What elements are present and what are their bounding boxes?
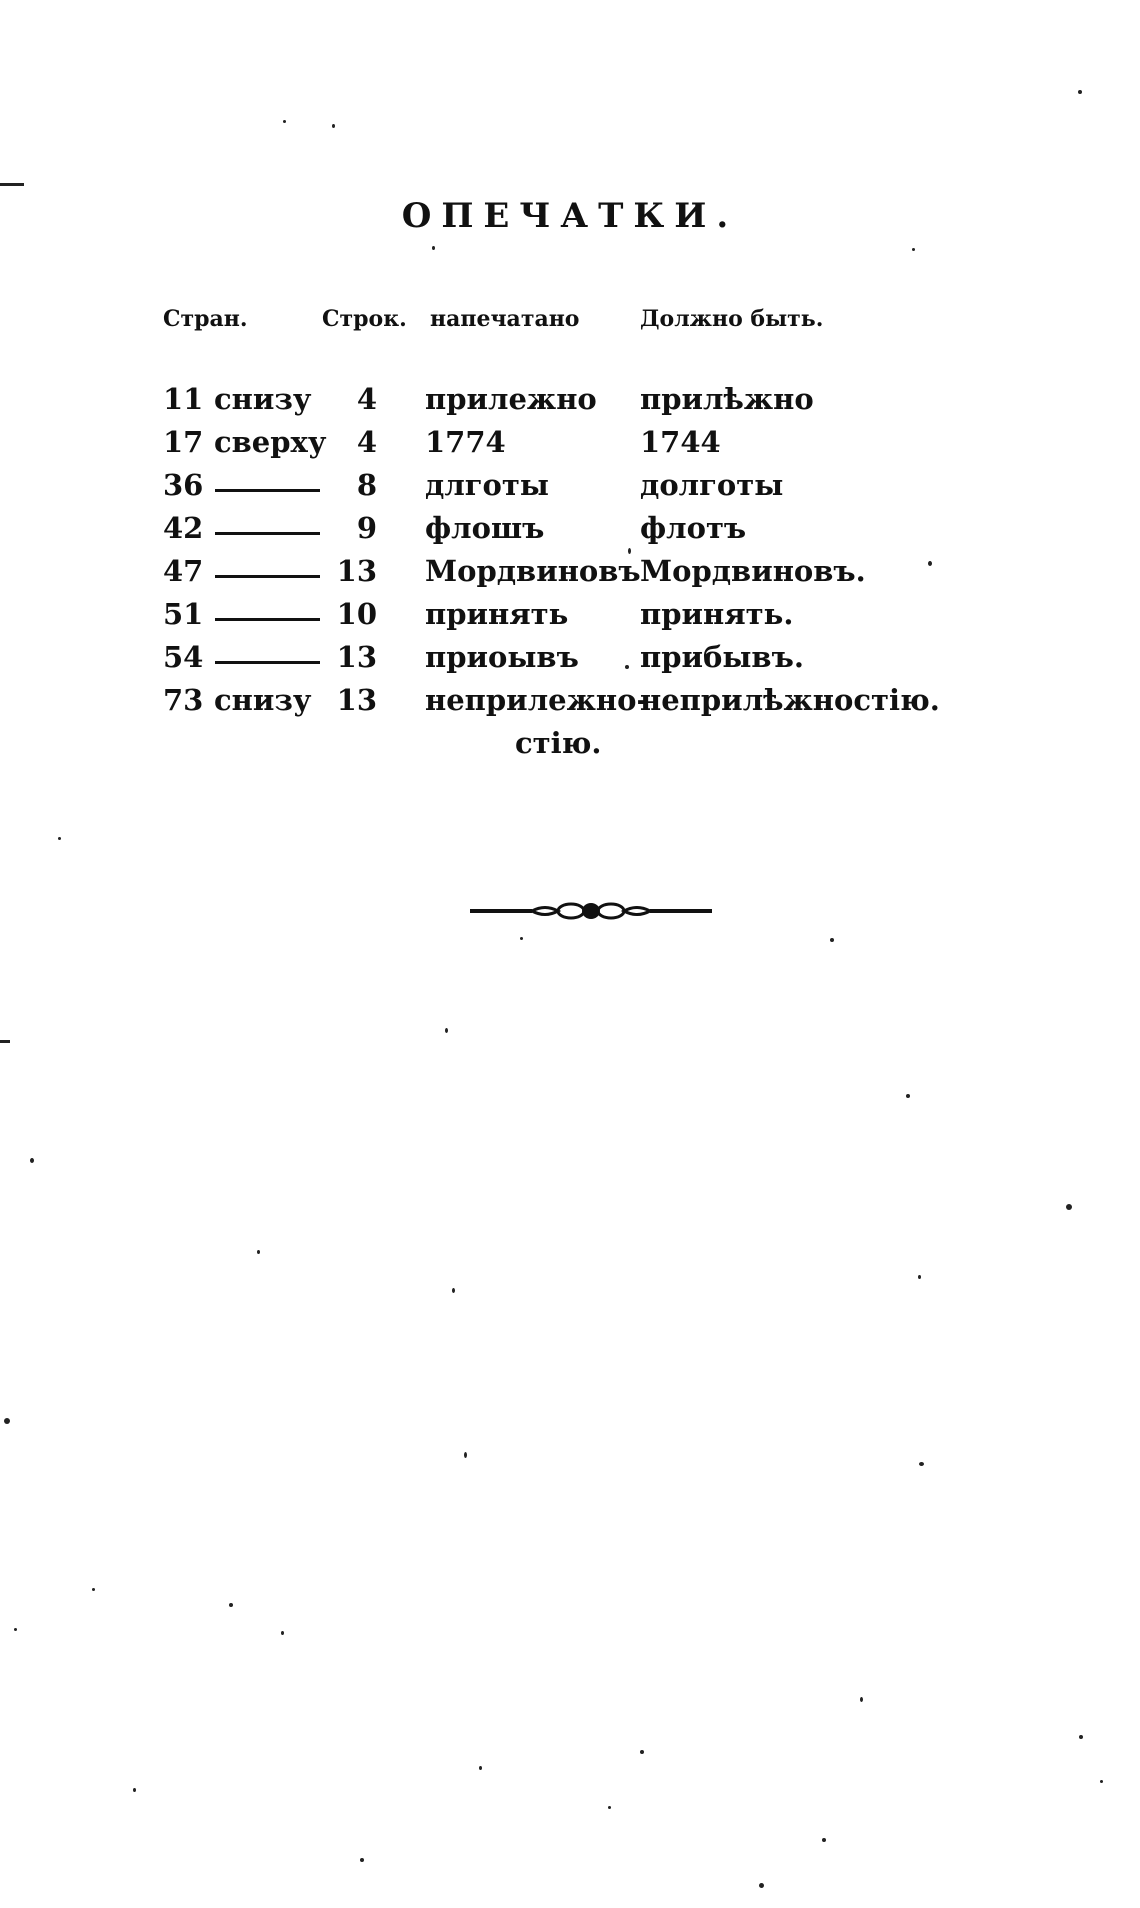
- row-printed: Мордвиновъ: [425, 554, 641, 588]
- ornament-divider: [470, 900, 712, 922]
- errata-row: [0, 511, 1140, 554]
- ditto-dash: [215, 661, 320, 664]
- row-page: 54: [163, 640, 204, 674]
- scan-speck: [822, 1838, 826, 1842]
- row-position: сверху: [214, 425, 327, 459]
- row-page: 51: [163, 597, 204, 631]
- row-page: 36: [163, 468, 204, 502]
- row-printed: прилежно: [425, 382, 597, 416]
- scan-speck: [281, 1631, 284, 1635]
- scan-speck: [30, 1158, 34, 1163]
- ditto-dash: [215, 575, 320, 578]
- continuation-text: стію.: [515, 726, 602, 760]
- scan-speck: [479, 1766, 482, 1770]
- errata-row: [0, 640, 1140, 683]
- scan-speck: [918, 1275, 921, 1279]
- row-position: снизу: [214, 382, 312, 416]
- scan-speck: [133, 1788, 136, 1792]
- row-page: 73: [163, 683, 204, 717]
- row-page: 11: [163, 382, 204, 416]
- row-line: 8: [356, 468, 377, 502]
- row-page: 42: [163, 511, 204, 545]
- row-should-be: 1744: [640, 425, 721, 459]
- scan-speck: [919, 1462, 924, 1466]
- header-line: Строк.: [322, 306, 407, 332]
- scan-speck: [283, 120, 286, 123]
- scan-speck: [0, 1040, 10, 1043]
- row-position: снизу: [214, 683, 312, 717]
- scan-speck: [4, 1418, 10, 1424]
- ditto-dash: [215, 532, 320, 535]
- scan-speck: [830, 938, 834, 942]
- row-printed: принять: [425, 597, 569, 631]
- errata-row: [0, 425, 1140, 468]
- ditto-dash: [215, 489, 320, 492]
- row-should-be: долготы: [640, 468, 784, 502]
- row-line: 4: [356, 382, 377, 416]
- row-page: 47: [163, 554, 204, 588]
- scan-speck: [759, 1883, 764, 1888]
- row-should-be: Мордвиновъ.: [640, 554, 866, 588]
- scan-speck: [257, 1250, 260, 1254]
- row-should-be: прилѣжно: [640, 382, 814, 416]
- ditto-dash: [215, 618, 320, 621]
- header-page: Стран.: [163, 306, 248, 332]
- scan-speck: [520, 937, 523, 940]
- errata-table: [0, 382, 1140, 769]
- scan-speck: [860, 1697, 863, 1702]
- column-headers: [0, 306, 1140, 346]
- row-line: 13: [336, 554, 377, 588]
- scan-speck: [14, 1628, 17, 1631]
- errata-row: [0, 683, 1140, 726]
- row-line: 9: [356, 511, 377, 545]
- scan-speck: [229, 1603, 233, 1607]
- row-printed: приоывъ: [425, 640, 579, 674]
- row-line: 13: [336, 683, 377, 717]
- scan-speck: [360, 1858, 364, 1862]
- errata-row: [0, 554, 1140, 597]
- header-printed: напечатано: [430, 306, 580, 332]
- scan-speck: [928, 561, 932, 566]
- scan-speck: [608, 1806, 611, 1809]
- scan-speck: [432, 246, 435, 250]
- scan-speck: [906, 1094, 910, 1098]
- scan-speck: [332, 124, 335, 128]
- scan-speck: [1078, 90, 1082, 94]
- row-should-be: флотъ: [640, 511, 747, 545]
- row-printed: 1774: [425, 425, 506, 459]
- scan-speck: [464, 1452, 467, 1458]
- row-printed: длготы: [425, 468, 549, 502]
- header-should-be: Должно быть.: [640, 306, 824, 332]
- row-printed: флошъ: [425, 511, 545, 545]
- continuation-line: [0, 726, 1140, 769]
- scan-speck: [640, 1750, 644, 1754]
- scan-speck: [1079, 1735, 1083, 1739]
- page-title: ОПЕЧАТКИ.: [401, 196, 739, 236]
- row-should-be: неприлѣжностію.: [640, 683, 940, 717]
- scan-speck: [452, 1288, 455, 1293]
- row-page: 17: [163, 425, 204, 459]
- errata-row: [0, 597, 1140, 640]
- errata-row: [0, 382, 1140, 425]
- scan-speck: [625, 665, 629, 669]
- scan-speck: [58, 837, 61, 840]
- scan-speck: [92, 1588, 95, 1591]
- row-should-be: принять.: [640, 597, 794, 631]
- scan-speck: [912, 248, 915, 251]
- scan-speck: [1100, 1780, 1103, 1783]
- row-printed: неприлежно-: [425, 683, 649, 717]
- scan-speck: [1066, 1204, 1072, 1210]
- row-should-be: прибывъ.: [640, 640, 804, 674]
- errata-row: [0, 468, 1140, 511]
- row-line: 10: [336, 597, 377, 631]
- scan-speck: [445, 1028, 448, 1033]
- scan-speck: [628, 548, 631, 554]
- row-line: 4: [356, 425, 377, 459]
- row-line: 13: [336, 640, 377, 674]
- scan-speck: [0, 183, 24, 186]
